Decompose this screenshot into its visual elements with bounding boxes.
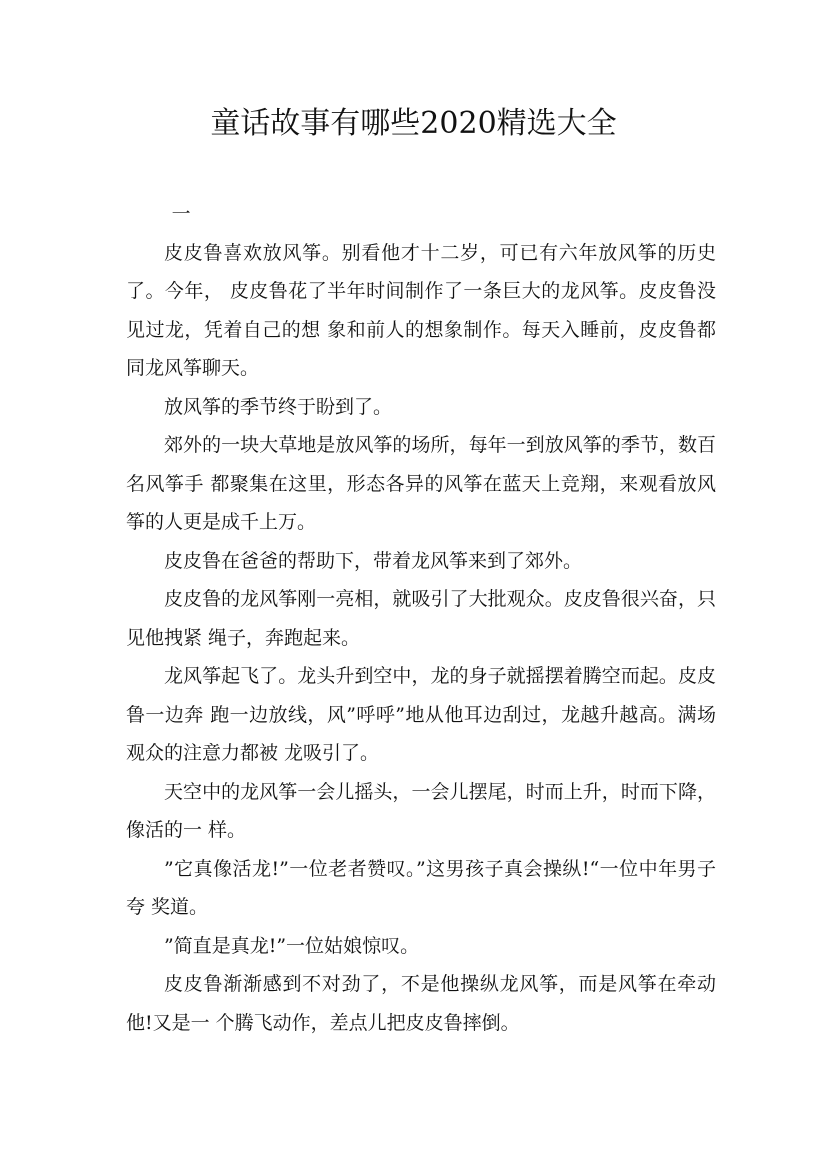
document-body bbox=[126, 195, 716, 1042]
paragraph: 皮皮鲁渐渐感到不对劲了，不是他操纵龙风筝，而是风筝在牵动他!又是一 个腾飞动作，差点儿把皮皮鲁摔倒。 bbox=[126, 973, 716, 1034]
section-number: 一 bbox=[171, 203, 191, 225]
paragraph: 天空中的龙风筝一会儿摇头，一会儿摆尾，时而上升，时而下降，像活的一 样。 bbox=[126, 780, 716, 841]
document-title: 童话故事有哪些2020精选大全 bbox=[210, 106, 617, 141]
paragraph: 皮皮鲁在爸爸的帮助下，带着龙风筝来到了郊外。 bbox=[164, 549, 583, 572]
paragraph: 郊外的一块大草地是放风筝的场所，每年一到放风筝的季节，数百名风筝手 都聚集在这里，形态各异的风筝在蓝天上竞翔，来观看放风筝的人更是成千上万。 bbox=[126, 434, 716, 533]
paragraph: 皮皮鲁的龙风筝刚一亮相，就吸引了大批观众。皮皮鲁很兴奋，只见他拽紧 绳子，奔跑起来。 bbox=[126, 588, 716, 649]
paragraph: 放风筝的季节终于盼到了。 bbox=[164, 395, 393, 418]
paragraph: ”简直是真龙!”一位姑娘惊叹。 bbox=[164, 934, 420, 957]
paragraph: 龙风筝起飞了。龙头升到空中，龙的身子就摇摆着腾空而起。皮皮鲁一边奔 跑一边放线，风”呼呼”地从他耳边刮过，龙越升越高。满场观众的注意力都被 龙吸引了。 bbox=[126, 665, 716, 764]
paragraph: ”它真像活龙!”一位老者赞叹。”这男孩子真会操纵!“一位中年男子夸 奖道。 bbox=[126, 857, 716, 918]
paragraph: 皮皮鲁喜欢放风筝。别看他才十二岁，可已有六年放风筝的历史了。今年， 皮皮鲁花了半年时间制作了一条巨大的龙风筝。皮皮鲁没见过龙，凭着自己的想 象和前人的想象制作。每天入睡前，皮皮鲁都同龙风筝聊天。 bbox=[126, 241, 716, 379]
